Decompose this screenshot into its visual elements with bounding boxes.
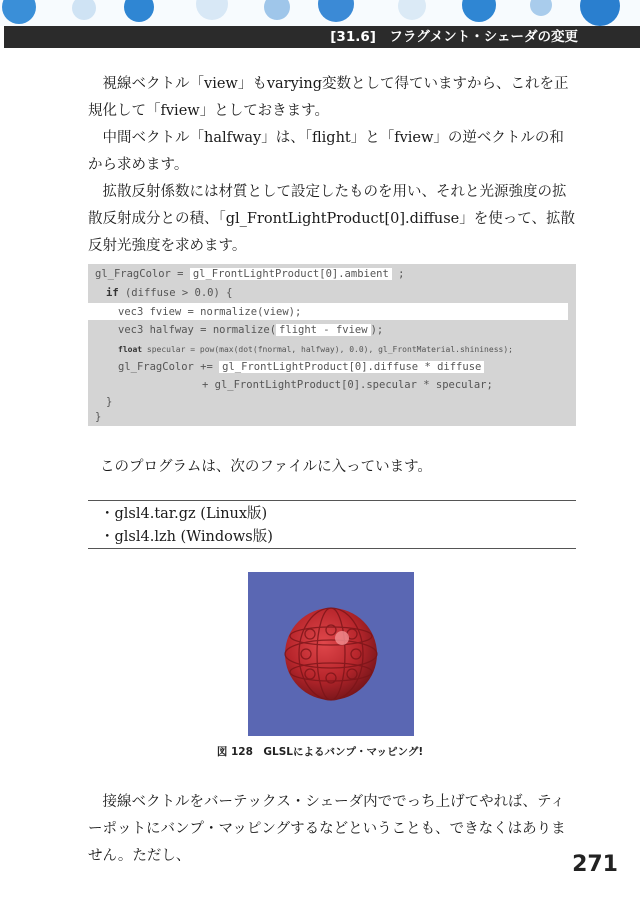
code-line: vec3 halfway = normalize( flight - fview ); xyxy=(118,324,384,336)
section-header xyxy=(4,26,640,48)
code-listing xyxy=(88,264,576,426)
code-line: } xyxy=(106,396,113,408)
paragraph-halfway: 中間ベクトル「halfway」は、「flight」と「fview」の逆ベクトルの和から求めます。 xyxy=(88,130,564,173)
code-line: gl_FragColor = gl_FrontLightProduct[0].ambient ; xyxy=(95,268,405,280)
closing-paragraph: 接線ベクトルをバーテックス・シェーダ内ででっち上げてやれば、ティーポットにバンプ・マッピングするなどということも、できなくはありません。ただし、 xyxy=(88,794,566,864)
intro-text xyxy=(88,71,576,260)
section-title: [31.6] フラグメント・シェーダの変更 xyxy=(330,29,578,45)
file-item-tar: ・glsl4.tar.gz (Linux版) xyxy=(100,506,268,522)
code-line: gl_FragColor += gl_FrontLightProduct[0].diffuse * diffuse xyxy=(118,359,484,375)
code-line: } xyxy=(95,411,102,423)
paragraph-diffuse: 拡散反射係数には材質として設定したものを用い、それと光源強度の拡散反射成分との積、「gl_FrontLightProduct[0].diffuse」を使って、拡散反射光強度を求めます。 xyxy=(88,184,575,254)
file-item-lzh: ・glsl4.lzh (Windows版) xyxy=(100,529,273,545)
code-line: if (diffuse > 0.0) { xyxy=(106,287,233,299)
code-line: float specular = pow(max(dot(fnormal, halfway), 0.0), gl_FrontMaterial.shininess); xyxy=(118,345,513,354)
file-list-top-rule xyxy=(88,500,576,501)
header-decoration xyxy=(0,0,640,26)
files-intro: このプログラムは、次のファイルに入っています。 xyxy=(100,459,432,475)
figure-bump-mapped-sphere xyxy=(248,572,414,736)
paragraph-view: 視線ベクトル「view」もvarying変数として得ていますから、これを正規化して「fview」としておきます。 xyxy=(88,76,569,119)
specular-highlight xyxy=(335,631,349,645)
code-line: vec3 fview = normalize(view); xyxy=(118,306,302,318)
figure-caption: 図 128 GLSLによるバンプ・マッピング! xyxy=(216,746,424,758)
code-line: + gl_FrontLightProduct[0].specular * specular; xyxy=(202,379,493,391)
sphere-illustration xyxy=(248,572,414,736)
page-number: 271 xyxy=(572,852,618,877)
file-list-bottom-rule xyxy=(88,548,576,549)
